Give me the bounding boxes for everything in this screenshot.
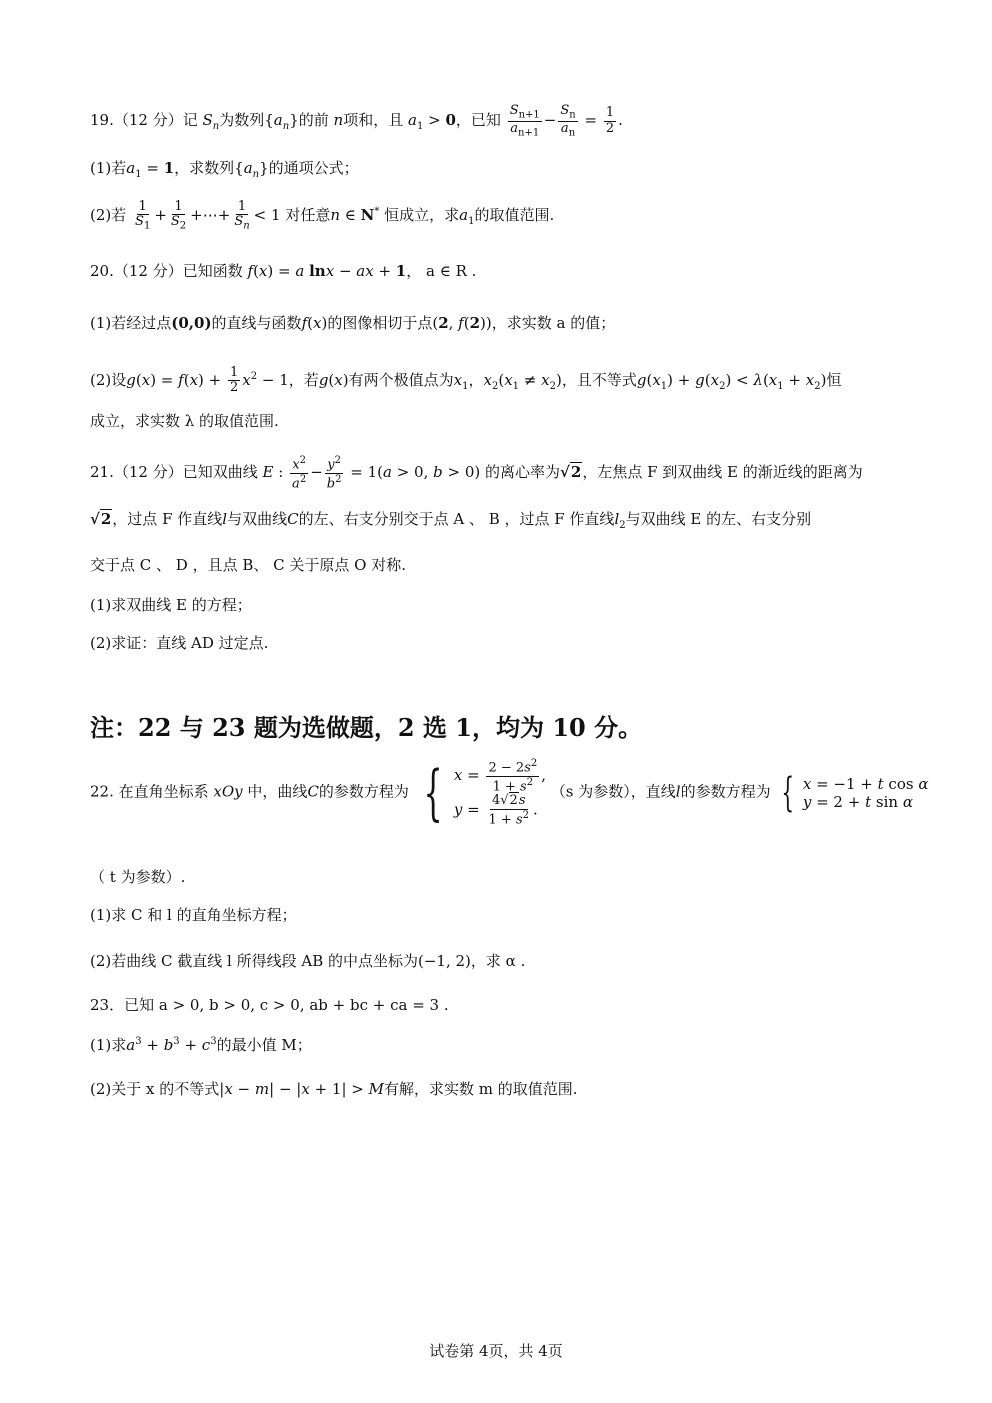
q21-part2: (2)求证：直线 AD 过定点.: [90, 634, 269, 652]
q23-part2: (2)关于 x 的不等式|x − m| − |x + 1| > M有解，求实数 m 的取值范围.: [90, 1080, 578, 1098]
q23-part1: (1)求$a^3 + b^3 + c^3$的最小值 M；: [90, 1036, 312, 1054]
q19-part2: (2)若 $\frac{1}{S_1}$ + $\frac{1}{S_2}$ +⋯+ $\frac{1}{S_n}$ < 1 对任意n ∈ N* 恒成立，求$a_1$的取值范围.: [90, 199, 555, 232]
q19-part1: (1)若$a_1 = 1$，求数列$\{a_n\}$的通项公式；: [90, 159, 359, 180]
line-l-system: { x = −1 + t cos α y = 2 + t sin α: [781, 769, 929, 816]
q23-stem: 23．已知 a > 0, b > 0, c > 0, ab + bc + ca = 3 .: [90, 996, 449, 1014]
q21-stem: 21.（12 分）已知双曲线 E : $\frac{x^2}{a^2}$ − $\frac{y^2}{b^2}$ = 1(a > 0, b > 0) 的离心率为√2，左焦点 F 到双曲线 E 的渐近线的距离为: [90, 455, 863, 491]
q20-part2: (2)设g(x) = f(x) + $\frac{1}{2}$ $x^2 - 1$，若g(x)有两个极值点为$x_1$，$x_2(x_1 \ne x_2)$，且不等式$g(x_1) + g(x_2) < \lambda(x_1 + x_2)$恒: [90, 365, 842, 396]
q20-part1: (1)若经过点(0,0)的直线与函数f(x)的图像相切于点(2, f(2))，求实数 a 的值；: [90, 314, 616, 332]
curve-c-system: { x = $\frac{2 - 2s^2}{1 + s^2}$ , y = $\frac{4√2s}{1 + s^2}$ .: [423, 757, 547, 828]
page-footer: 试卷第 4页，共 4页: [429, 1342, 563, 1360]
q20-part2-cont: 成立，求实数 λ 的取值范围.: [90, 412, 279, 430]
q22-stem: 22. 在直角坐标系 xOy 中，曲线C的参数方程为 { x = $\frac{2 - 2s^2}{1 + s^2}$ , y = $\frac{4√2s}{1 + s^2}$ . （s 为参数），直线l的参数方程为 { x = −1 + t cos α y = 2 + t sin α: [90, 757, 929, 828]
q22-part2: (2)若曲线 C 截直线 l 所得线段 AB 的中点坐标为(−1, 2)，求 α .: [90, 952, 526, 970]
q22-part1: (1)求 C 和 l 的直角坐标方程；: [90, 906, 297, 924]
q20-stem: 20.（12 分）已知函数 f(x) = a lnx − ax + 1， a ∈ R .: [90, 262, 477, 280]
q21-part1: (1)求双曲线 E 的方程；: [90, 596, 252, 614]
q21-line2: √2，过点 F 作直线l与双曲线C的左、右支分别交于点 A 、 B ，过点 F 作直线$l_2$与双曲线 E 的左、右支分别: [90, 510, 812, 531]
q19-stem: 19.（12 分）记 $S_n$为数列$\{a_n\}$的前 n项和，且 $a_1 > 0$，已知 $\frac{S_{n+1}}{a_{n+1}}$ − $\frac{S_n}{a_n}$ = $\frac{1}{2}$ .: [90, 103, 623, 139]
q21-line3: 交于点 C 、 D ，且点 B、 C 关于原点 O 对称.: [90, 556, 406, 574]
elective-note: 注：22 与 23 题为选做题，2 选 1，均为 10 分。: [90, 713, 643, 742]
q22-param-note: （ t 为参数）.: [90, 868, 186, 886]
